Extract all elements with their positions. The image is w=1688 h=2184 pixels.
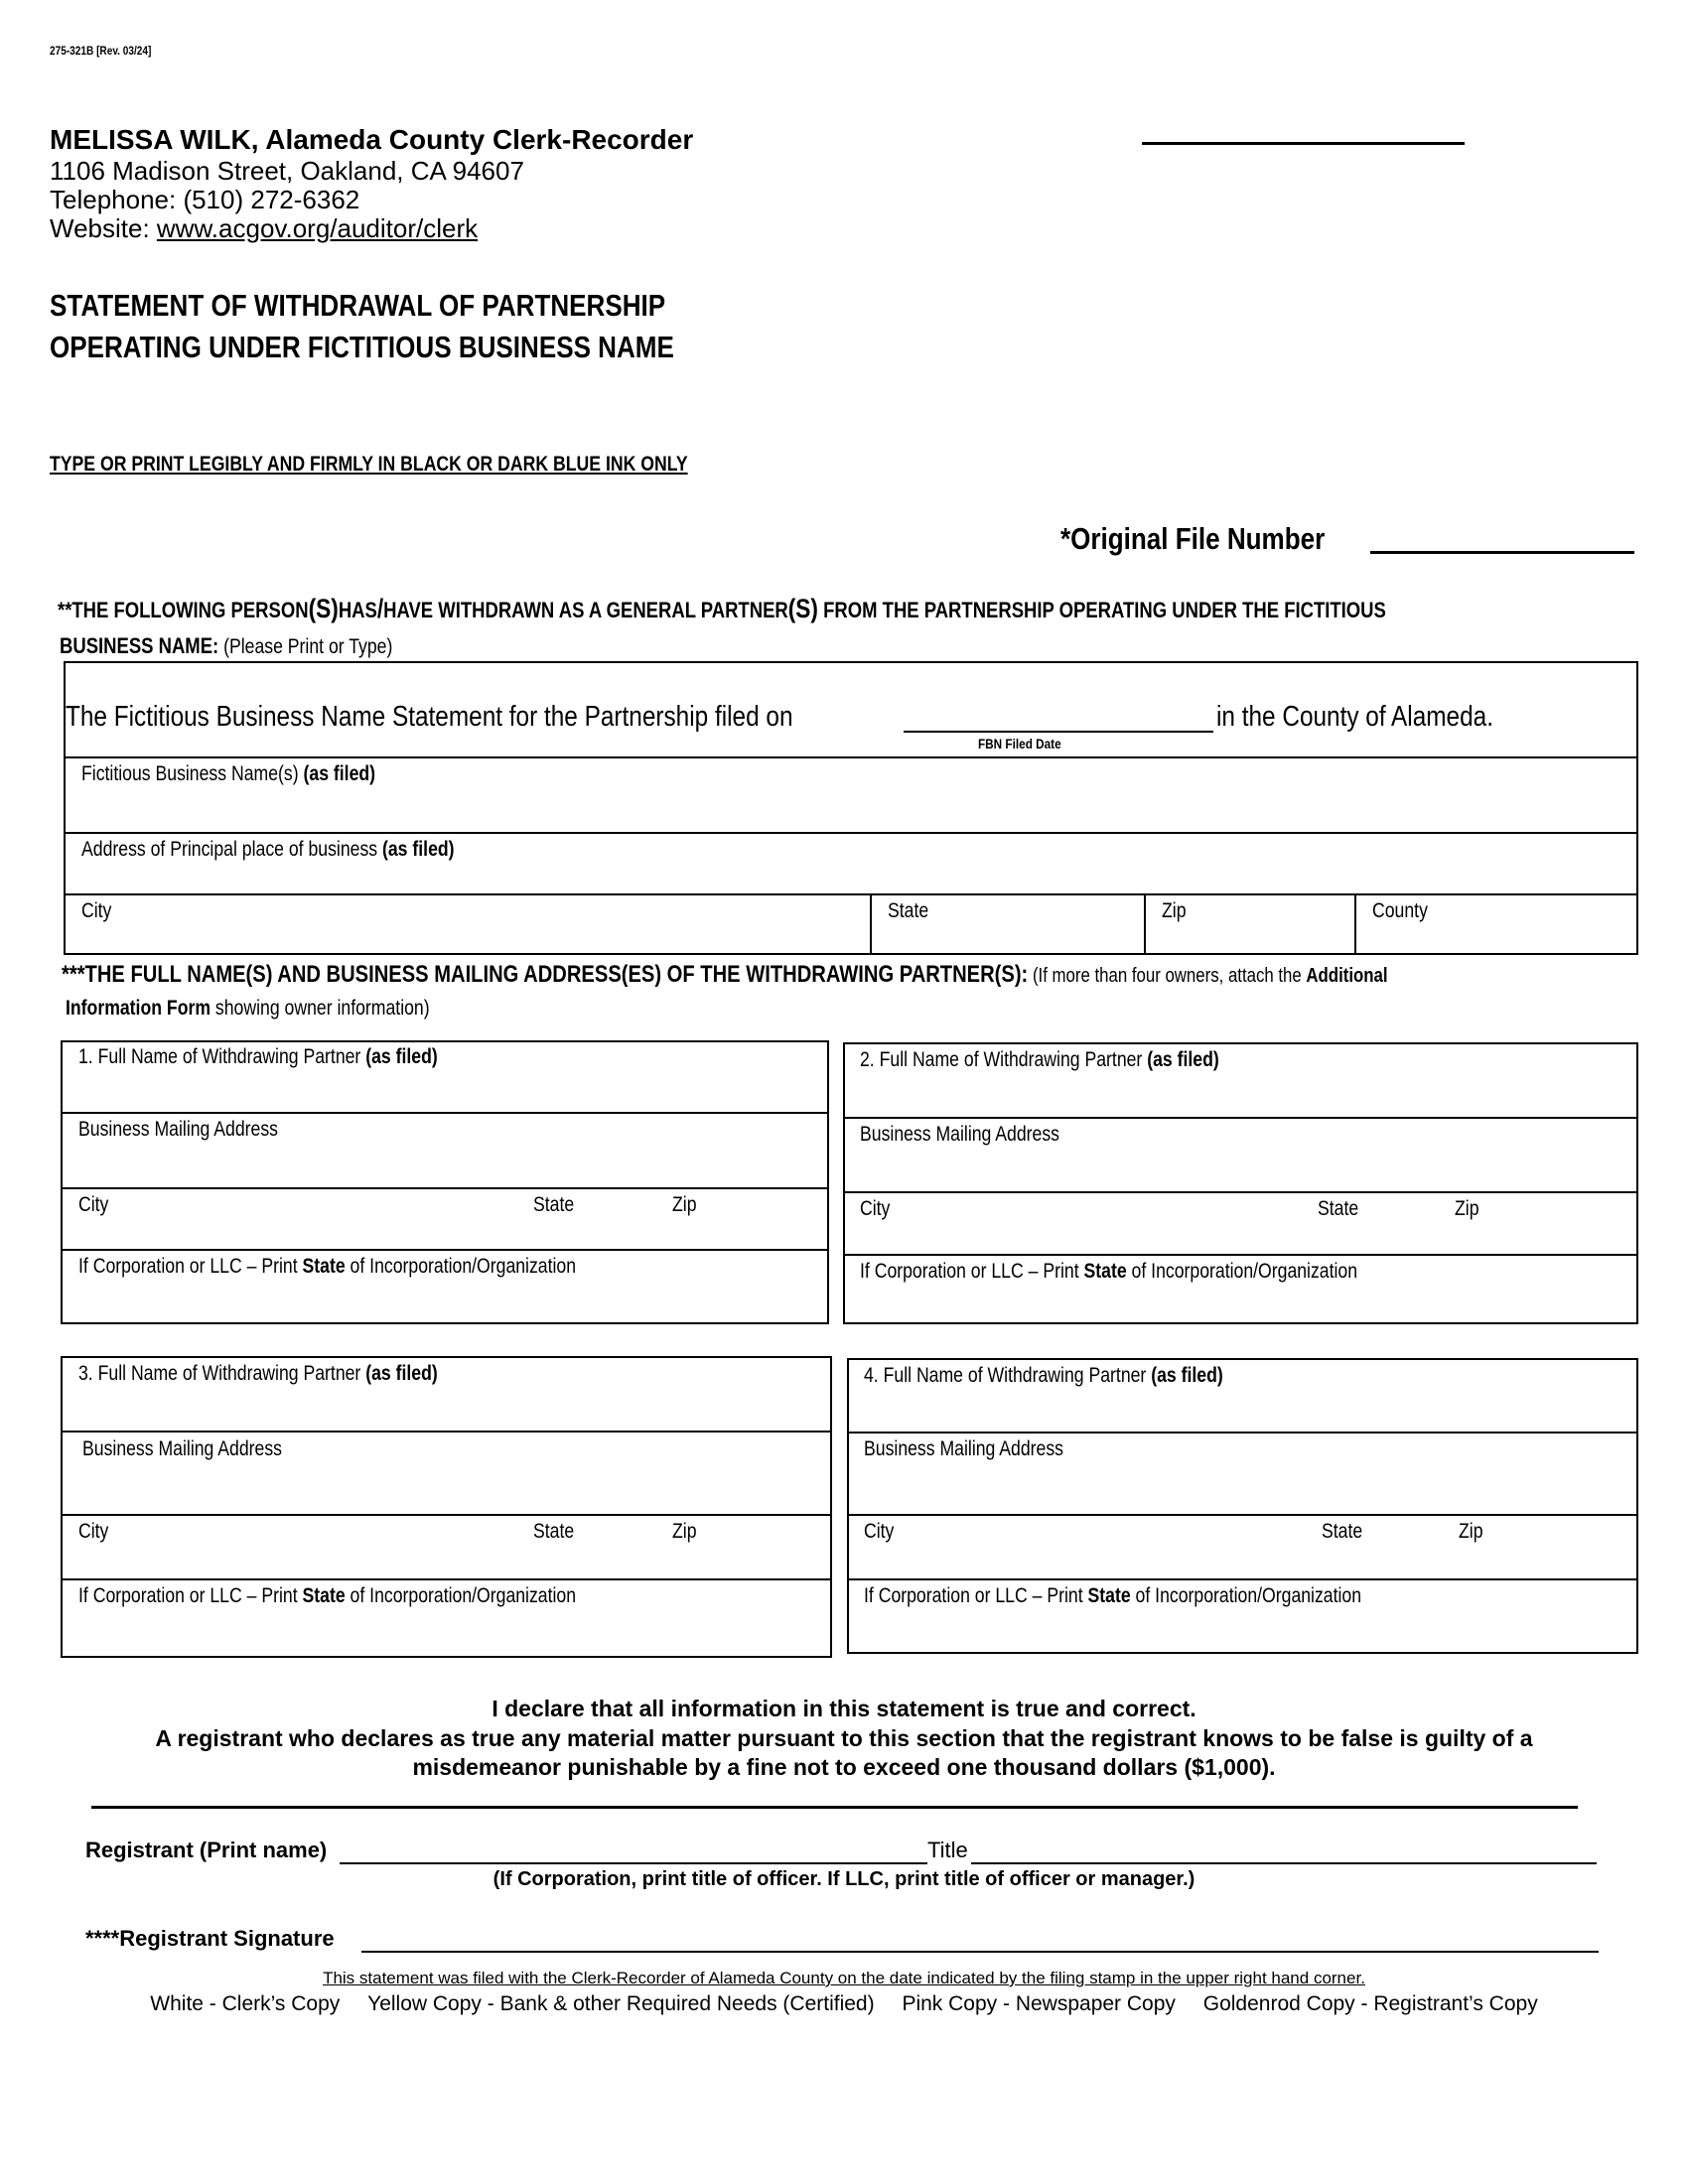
principal-address-field[interactable]: Address of Principal place of business (as filed) (81, 838, 455, 861)
divider (843, 1254, 1638, 1256)
divider (1354, 893, 1356, 955)
partner-4-city-field[interactable]: City (864, 1520, 895, 1543)
divider (61, 1514, 832, 1516)
form-title-line2: OPERATING UNDER FICTITIOUS BUSINESS NAME (50, 330, 674, 364)
clerk-website (50, 213, 478, 244)
original-file-number-label: *Original File Number (1060, 521, 1326, 556)
partner-4-name-field[interactable]: 4. Full Name of Withdrawing Partner (as filed) (864, 1364, 1223, 1387)
registrant-title-note: (If Corporation, print title of officer. If LLC, print title of officer or manager.) (492, 1868, 1196, 1890)
partner-2-incorporation-field[interactable]: If Corporation or LLC – Print State of Incorporation/Organization (860, 1260, 1358, 1283)
partner-1-state-field[interactable]: State (533, 1193, 575, 1216)
divider (843, 1191, 1638, 1193)
partner-4-address-field[interactable]: Business Mailing Address (864, 1437, 1064, 1460)
divider (61, 1431, 832, 1433)
website-label: Website: (50, 213, 157, 243)
clerk-telephone: Telephone: (510) 272-6362 (50, 185, 360, 214)
divider (64, 756, 1638, 758)
partner-4-zip-field[interactable]: Zip (1459, 1520, 1483, 1543)
partner-3-name-field[interactable]: 3. Full Name of Withdrawing Partner (as filed) (78, 1362, 438, 1385)
clerk-name: MELISSA WILK, Alameda County Clerk-Recorder (50, 124, 694, 155)
copy-yellow: Yellow Copy - Bank & other Required Needs (Certified) (367, 1992, 875, 2015)
website-link[interactable]: www.acgov.org/auditor/clerk (156, 213, 479, 243)
partner-2-city-field[interactable]: City (860, 1197, 891, 1220)
ink-instructions: TYPE OR PRINT LEGIBLY AND FIRMLY IN BLACK OR DARK BLUE INK ONLY (50, 453, 688, 476)
partner-1-address-field[interactable]: Business Mailing Address (78, 1118, 279, 1141)
partner-3-box (61, 1356, 832, 1658)
divider (61, 1578, 832, 1580)
section1-heading-line2: BUSINESS NAME: (Please Print or Type) (60, 633, 393, 658)
fbn-sentence-end: in the County of Alameda. (1216, 701, 1493, 733)
filing-note: This statement was filed with the Clerk-Recorder of Alameda County on the date indicated by the filing stamp in the upper right hand corner. (323, 1969, 1365, 1987)
partner-2-address-field[interactable]: Business Mailing Address (860, 1123, 1060, 1146)
partner-1-incorporation-field[interactable]: If Corporation or LLC – Print State of Incorporation/Organization (78, 1255, 577, 1278)
partner-1-zip-field[interactable]: Zip (672, 1193, 697, 1216)
declaration-line2: A registrant who declares as true any material matter pursuant to this section that the registrant knows to be false is guilty of a (155, 1725, 1533, 1751)
declaration-rule (91, 1806, 1578, 1809)
divider (843, 1117, 1638, 1119)
divider (870, 893, 872, 955)
registrant-signature-field[interactable] (361, 1951, 1599, 1953)
copy-pink: Pink Copy - Newspaper Copy (902, 1992, 1176, 2015)
partner-4-incorporation-field[interactable]: If Corporation or LLC – Print State of Incorporation/Organization (864, 1584, 1362, 1607)
fbn-filed-date-label: FBN Filed Date (978, 736, 1061, 751)
registrant-signature-label: ****Registrant Signature (85, 1926, 335, 1951)
copy-goldenrod: Goldenrod Copy - Registrant’s Copy (1202, 1992, 1538, 2015)
principal-zip-field[interactable]: Zip (1162, 899, 1187, 922)
filing-stamp-line (1142, 142, 1465, 145)
divider (847, 1578, 1638, 1580)
partner-4-state-field[interactable]: State (1322, 1520, 1363, 1543)
copy-distribution (0, 1992, 1688, 2016)
registrant-print-name-field[interactable] (340, 1862, 927, 1864)
clerk-address: 1106 Madison Street, Oakland, CA 94607 (50, 156, 524, 186)
partner-2-zip-field[interactable]: Zip (1455, 1197, 1479, 1220)
partner-1-box (61, 1040, 829, 1324)
partner-3-city-field[interactable]: City (78, 1520, 109, 1543)
divider (1144, 893, 1146, 955)
registrant-title-label: Title (927, 1838, 968, 1862)
registrant-title-field[interactable] (971, 1862, 1597, 1864)
principal-county-field[interactable]: County (1372, 899, 1428, 922)
divider (64, 893, 1638, 895)
partner-3-address-field[interactable]: Business Mailing Address (82, 1437, 283, 1460)
principal-city-field[interactable]: City (81, 899, 112, 922)
form-number: 275-321B [Rev. 03/24] (50, 44, 152, 58)
form-title-line1: STATEMENT OF WITHDRAWAL OF PARTNERSHIP (50, 288, 666, 323)
divider (61, 1187, 829, 1189)
declaration-line1: I declare that all information in this statement is true and correct. (492, 1696, 1196, 1721)
declaration-line3: misdemeanor punishable by a fine not to exceed one thousand dollars ($1,000). (412, 1754, 1276, 1780)
divider (61, 1249, 829, 1251)
partner-2-state-field[interactable]: State (1318, 1197, 1359, 1220)
partner-3-incorporation-field[interactable]: If Corporation or LLC – Print State of Incorporation/Organization (78, 1584, 577, 1607)
partner-4-box (847, 1358, 1638, 1654)
partner-3-state-field[interactable]: State (533, 1520, 575, 1543)
divider (64, 832, 1638, 834)
divider (847, 1514, 1638, 1516)
copy-white: White - Clerk’s Copy (150, 1992, 341, 2015)
section1-heading: **THE FOLLOWING PERSON(S)HAS/HAVE WITHDRAWN AS A GENERAL PARTNER(S) FROM THE PARTNERSHIP OPERATING UNDER THE FICTITIOUS (58, 594, 1386, 623)
divider (61, 1112, 829, 1114)
partner-3-zip-field[interactable]: Zip (672, 1520, 697, 1543)
partners-heading: ***THE FULL NAME(S) AND BUSINESS MAILING ADDRESS(ES) OF THE WITHDRAWING PARTNER(S): (If more than four owners, attach the Additional (62, 961, 1388, 988)
fbn-names-field[interactable]: Fictitious Business Name(s) (as filed) (81, 762, 376, 785)
partner-1-city-field[interactable]: City (78, 1193, 109, 1216)
registrant-print-name-label: Registrant (Print name) (85, 1838, 328, 1862)
partner-2-name-field[interactable]: 2. Full Name of Withdrawing Partner (as filed) (860, 1048, 1219, 1071)
partners-heading-line2: Information Form showing owner information) (66, 997, 430, 1020)
principal-state-field[interactable]: State (888, 899, 929, 922)
fbn-filed-date-field[interactable] (904, 731, 1213, 733)
divider (847, 1432, 1638, 1433)
original-file-number-field[interactable] (1370, 551, 1634, 554)
fbn-sentence-start: The Fictitious Business Name Statement for the Partnership filed on (66, 701, 793, 733)
partner-1-name-field[interactable]: 1. Full Name of Withdrawing Partner (as filed) (78, 1045, 438, 1068)
